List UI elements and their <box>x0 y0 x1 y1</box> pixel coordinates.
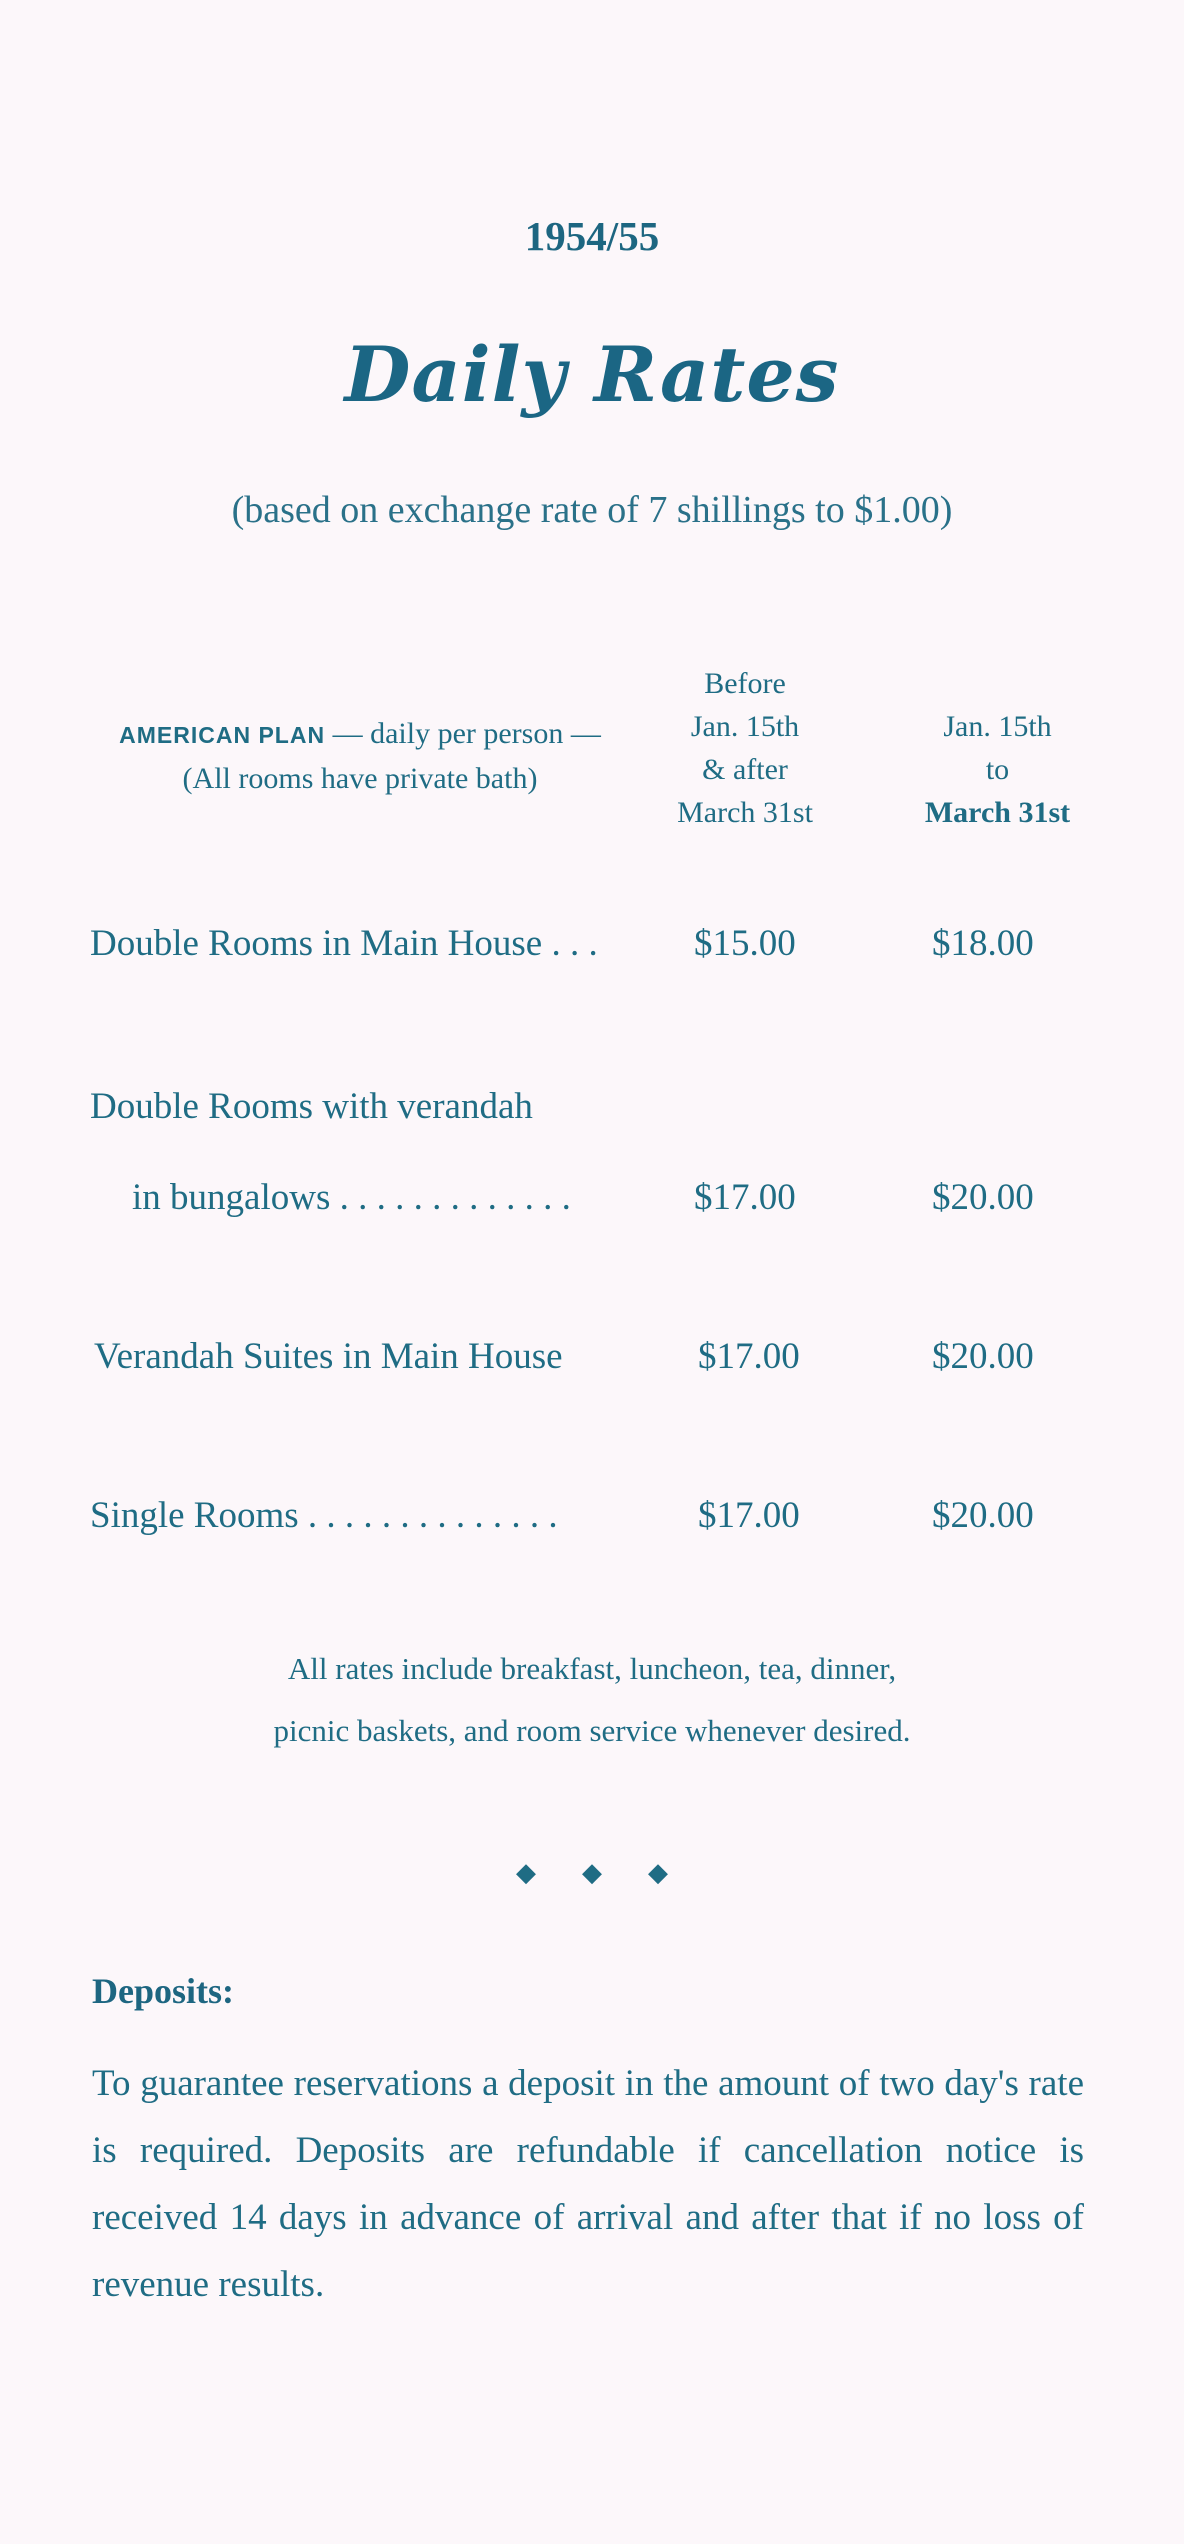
col1-line: Before <box>704 667 786 700</box>
plan-note: (All rooms have private bath) <box>182 762 538 795</box>
rate-row-name: Double Rooms with verandah <box>90 1086 533 1127</box>
deposits-heading: Deposits: <box>92 1971 234 2011</box>
col1-line: March 31st <box>677 796 813 829</box>
rate-row-name: in bungalows . . . . . . . . . . . . . <box>132 1177 571 1218</box>
plan-label: AMERICAN PLAN <box>119 722 326 748</box>
plan-rest: — daily per person — <box>325 717 601 750</box>
page-title: Daily Rates <box>344 330 840 419</box>
rate-row-name: Double Rooms in Main House . . . <box>90 923 598 964</box>
season-year: 1954/55 <box>524 213 660 259</box>
rate-offseason: $17.00 <box>698 1336 800 1377</box>
inclusions-note <box>0 1638 1184 1762</box>
plan-description <box>70 712 650 800</box>
col1-line: & after <box>702 753 788 786</box>
rate-row-name: Verandah Suites in Main House <box>94 1336 563 1377</box>
column-header-offseason <box>660 662 830 834</box>
rate-offseason: $17.00 <box>694 1177 796 1218</box>
rate-peak: $18.00 <box>932 923 1034 964</box>
rate-peak: $20.00 <box>932 1177 1034 1218</box>
rate-offseason: $17.00 <box>698 1495 800 1536</box>
col2-line: to <box>985 753 1010 786</box>
inclusions-line: picnic baskets, and room service whenever desired. <box>273 1713 911 1748</box>
deposits-body: To guarantee reservations a deposit in the amount of two day's rate is required. Deposits are refundable if cancellation notice is received 14 days in advance of arrival and after that if no loss of revenue results. <box>92 2063 1084 2305</box>
rate-peak: $20.00 <box>932 1336 1034 1377</box>
exchange-rate-note: (based on exchange rate of 7 shillings to $1.00) <box>231 489 953 531</box>
col1-line: Jan. 15th <box>690 710 800 743</box>
inclusions-line: All rates include breakfast, luncheon, tea, dinner, <box>287 1651 897 1686</box>
rate-offseason: $15.00 <box>694 923 796 964</box>
rate-peak: $20.00 <box>932 1495 1034 1536</box>
diamond-separator-icon: ◆◆◆ <box>516 1858 714 1887</box>
rate-row-name: Single Rooms . . . . . . . . . . . . . . <box>90 1495 558 1536</box>
column-header-peak <box>900 705 1095 834</box>
plan-line <box>70 712 650 757</box>
col2-line: Jan. 15th <box>943 710 1052 743</box>
col2-line: March 31st <box>924 796 1071 829</box>
